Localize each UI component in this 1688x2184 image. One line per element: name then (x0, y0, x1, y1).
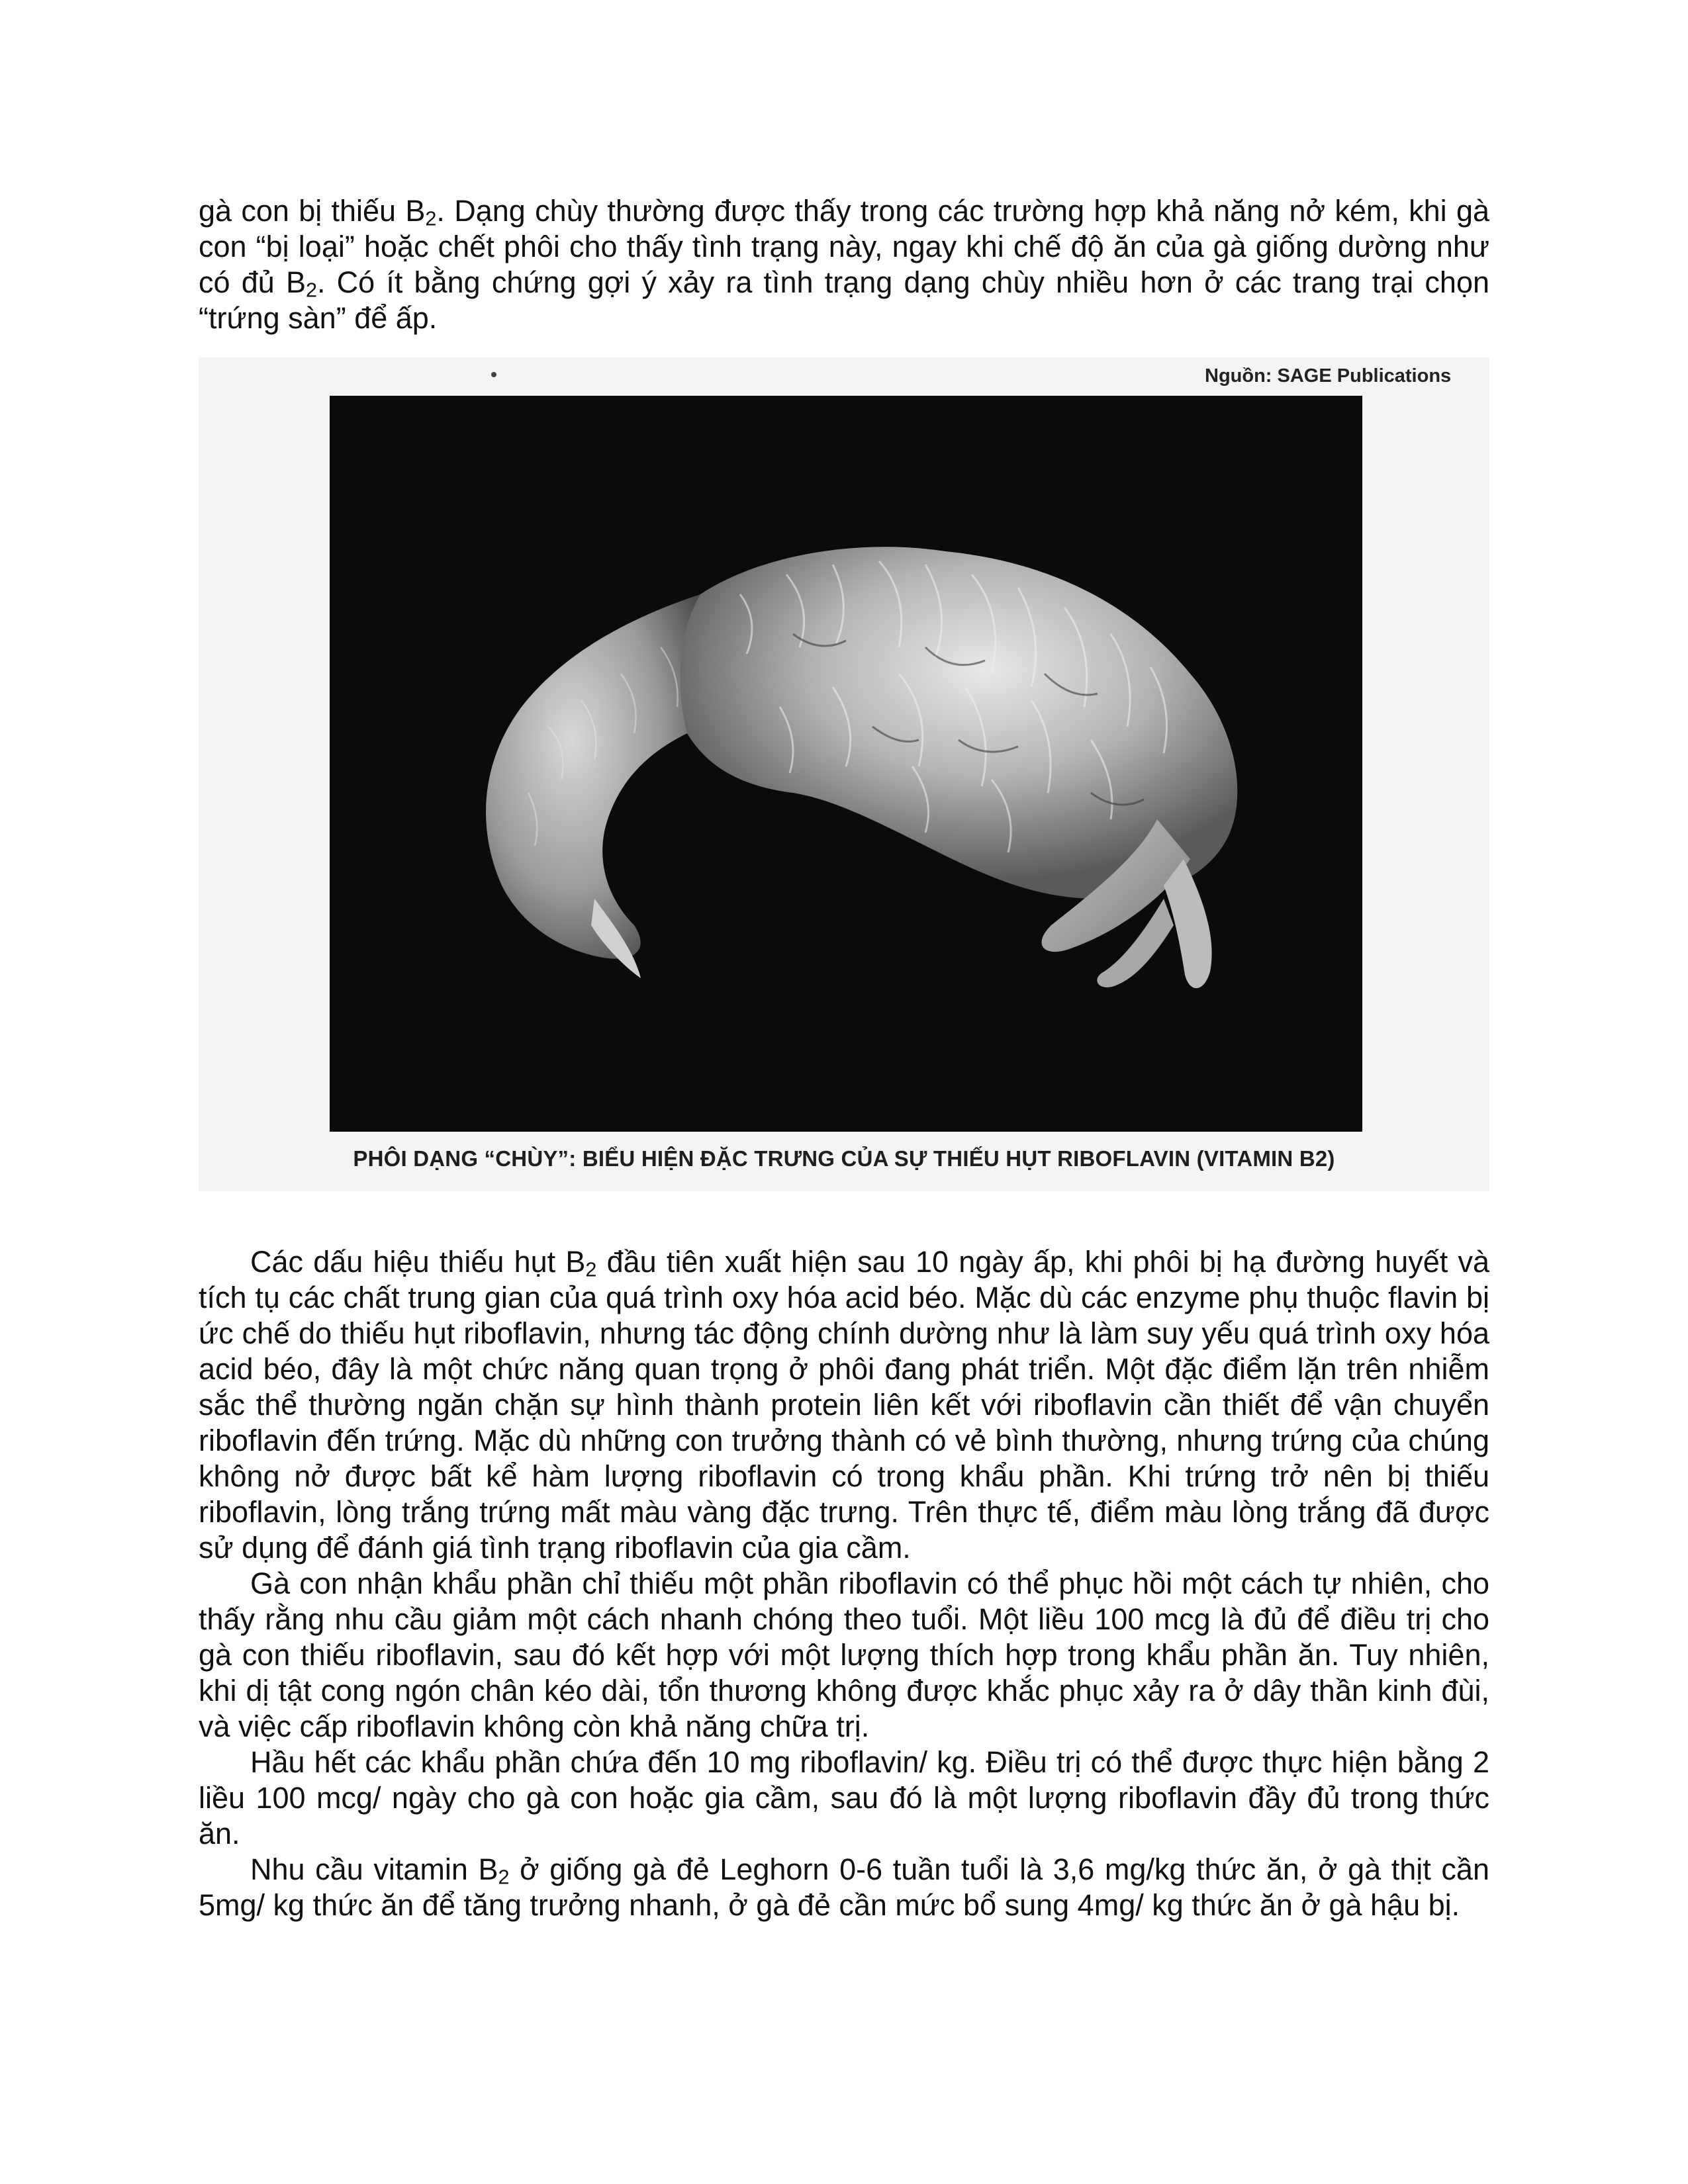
embryo-illustration (330, 396, 1362, 1132)
body-text (199, 1244, 1489, 1923)
text-run: đầu tiên xuất hiện sau 10 ngày ấp, khi phôi bị hạ đường huyết và tích tụ các chất trung gian của quá trình oxy hóa acid béo. Mặc dù các enzyme phụ thuộc flavin bị ức chế do thiếu hụt riboflavin, nhưng tác động chính dường như là làm suy yếu quá trình oxy hóa acid béo, đây là một chức năng quan trọng ở phôi đang phát triển. Một đặc điểm lặn trên nhiễm sắc thể thường ngăn chặn sự hình thành protein liên kết với riboflavin cần thiết để vận chuyển riboflavin đến trứng. Mặc dù những con trưởng thành có vẻ bình thường, nhưng trứng của chúng không nở được bất kể hàm lượng riboflavin có trong khẩu phần. Khi trứng trở nên bị thiếu riboflavin, lòng trắng trứng mất màu vàng đặc trưng. Trên thực tế, điểm màu lòng trắng đã được sử dụng để đánh giá tình trạng riboflavin của gia cầm. (199, 1245, 1489, 1565)
paragraph-deficiency-signs (199, 1244, 1489, 1566)
subscript: 2 (498, 1866, 510, 1889)
text-run: . Dạng chùy thường được thấy trong các trường hợp khả năng nở kém, khi gà con “bị loại” hoặc chết phôi cho thấy tình trạng này, ngay khi chế độ ăn của gà giống dường như có đủ B (199, 194, 1489, 299)
text-run: Các dấu hiệu thiếu hụt B (250, 1245, 586, 1279)
subscript: 2 (425, 207, 437, 230)
text-run: gà con bị thiếu B (199, 194, 426, 228)
text-run: . Có ít bằng chứng gợi ý xảy ra tình trạng dạng chùy nhiều hơn ở các trang trại chọn “trứng sàn” để ấp. (199, 265, 1489, 335)
scan-dot (491, 372, 496, 377)
paragraph-chick-recovery: Gà con nhận khẩu phần chỉ thiếu một phần riboflavin có thể phục hồi một cách tự nhiên, cho thấy rằng nhu cầu giảm một cách nhanh chóng theo tuổi. Một liều 100 mcg là đủ để điều trị cho gà con thiếu riboflavin, sau đó kết hợp với một lượng thích hợp trong khẩu phần ăn. Tuy nhiên, khi dị tật cong ngón chân kéo dài, tổn thương không được khắc phục xảy ra ở dây thần kinh đùi, và việc cấp riboflavin không còn khả năng chữa trị. (199, 1567, 1489, 1743)
paragraph-dosage: Hầu hết các khẩu phần chứa đến 10 mg riboflavin/ kg. Điều trị có thể được thực hiện bằng 2 liều 100 mcg/ ngày cho gà con hoặc gia cầm, sau đó là một lượng riboflavin đầy đủ trong thức ăn. (199, 1745, 1489, 1850)
figure-caption: PHÔI DẠNG “CHÙY”: BIỂU HIỆN ĐẶC TRƯNG CỦA SỰ THIẾU HỤT RIBOFLAVIN (VITAMIN B2) (353, 1146, 1335, 1171)
paragraph-requirement (199, 1852, 1489, 1923)
text-run: Nhu cầu vitamin B (250, 1852, 498, 1886)
subscript: 2 (585, 1258, 597, 1281)
embryo-photo (330, 396, 1362, 1132)
text-run: ở giống gà đẻ Leghorn 0-6 tuần tuổi là 3,6 mg/kg thức ăn, ở gà thịt cần 5mg/ kg thức ăn để tăng trưởng nhanh, ở gà đẻ cần mức bổ sung 4mg/ kg thức ăn ở gà hậu bị. (199, 1852, 1489, 1922)
top-paragraph (199, 193, 1489, 336)
paragraph-continuation (199, 193, 1489, 336)
subscript: 2 (305, 279, 317, 302)
figure-source: Nguồn: SAGE Publications (1205, 365, 1452, 387)
